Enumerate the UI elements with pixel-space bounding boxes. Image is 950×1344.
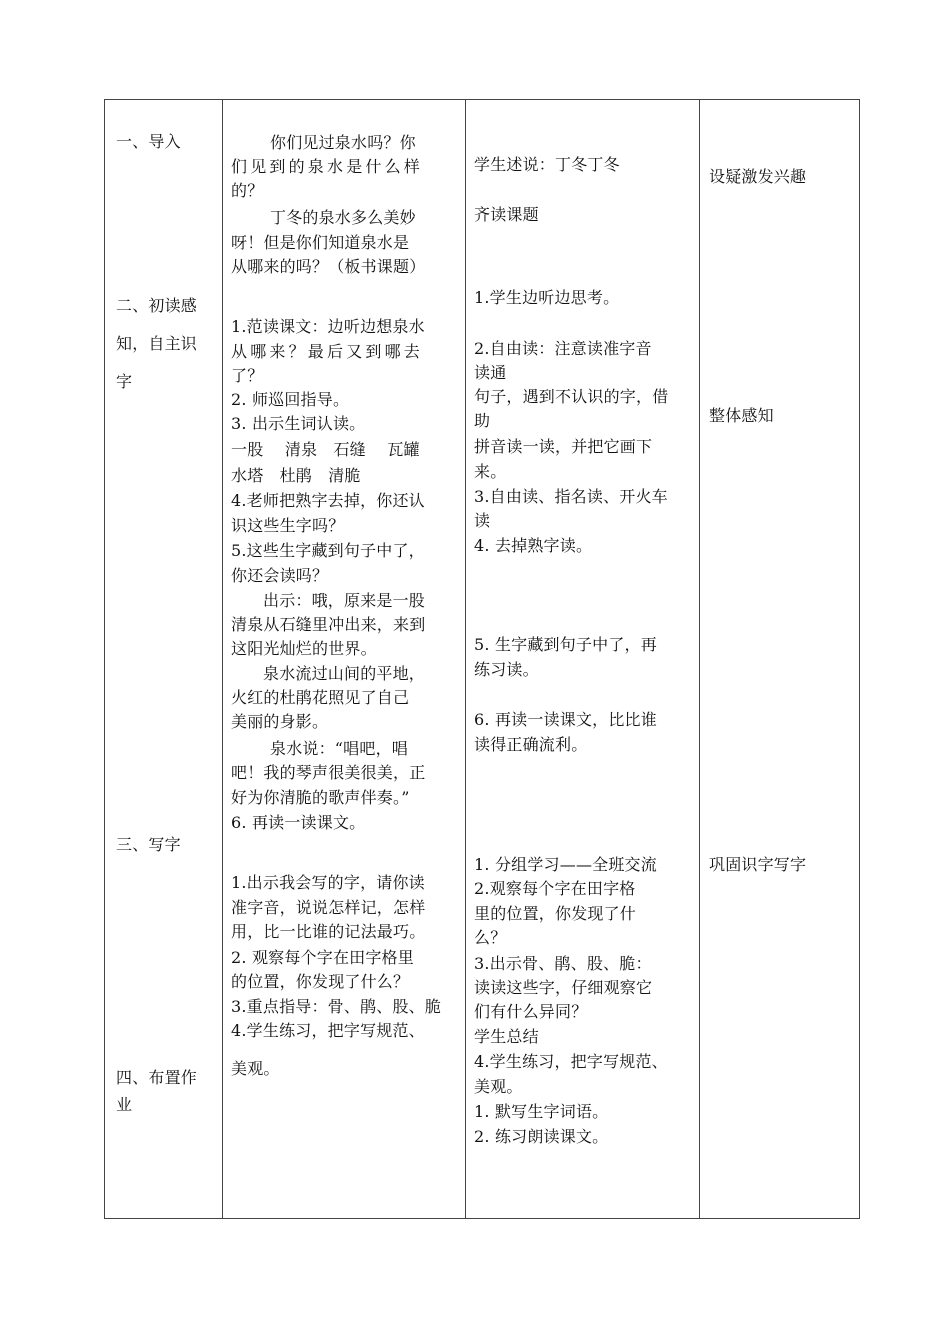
section-reading-heading-line3: 字 — [116, 372, 133, 391]
student-reading-line: 来。 — [474, 462, 507, 481]
reading-line: 从哪来？最后又到哪去 — [231, 342, 424, 361]
word-list-line: 一股 清泉 石缝 瓦罐 — [231, 440, 420, 459]
section-reading-heading-line2: 知，自主识 — [116, 334, 198, 353]
student-reading-line: 5. 生字藏到句子中了，再 — [474, 635, 657, 654]
reading-line: 好为你清脆的歌声伴奏。” — [231, 788, 410, 807]
student-writing-line: 美观。 — [474, 1077, 523, 1096]
intent-writing: 巩固识字写字 — [709, 855, 807, 874]
column-divider — [699, 100, 700, 1218]
reading-line: 4.老师把熟字去掉，你还认 — [231, 491, 425, 510]
writing-line: 的位置，你发现了什么？ — [231, 972, 410, 991]
student-reading-line: 助 — [474, 411, 491, 430]
reading-line: 6. 再读一读课文。 — [231, 813, 366, 832]
intent-reading: 整体感知 — [709, 406, 774, 425]
writing-line: 1.出示我会写的字，请你读 — [231, 873, 425, 892]
writing-line: 2. 观察每个字在田字格里 — [231, 948, 414, 967]
reading-line: 1.范读课文：边听边想泉水 — [231, 317, 425, 336]
student-reading-line: 4. 去掉熟字读。 — [474, 536, 593, 555]
section-intro-heading: 一、导入 — [116, 132, 181, 151]
student-reading-line: 读 — [474, 511, 491, 530]
student-reading-line: 读通 — [474, 363, 507, 382]
student-reading-line: 练习读。 — [474, 660, 539, 679]
writing-line: 准字音，说说怎样记，怎样 — [231, 898, 426, 917]
reading-line: 你还会读吗？ — [231, 566, 329, 585]
student-writing-line: 们有什么异同？ — [474, 1002, 588, 1021]
writing-line: 4.学生练习，把字写规范、 — [231, 1021, 425, 1040]
student-writing-line: 1. 分组学习——全班交流 — [474, 855, 657, 874]
student-reading-line: 6. 再读一读课文，比比谁 — [474, 710, 657, 729]
intro-line: 你们见过泉水吗？你 — [270, 133, 416, 152]
section-writing-heading: 三、写字 — [116, 835, 181, 854]
student-reading-line: 句子，遇到不认识的字，借 — [474, 387, 669, 406]
word-list-line: 水塔 杜鹃 清脆 — [231, 466, 361, 485]
homework-line: 1. 默写生字词语。 — [474, 1102, 609, 1121]
student-writing-line: 3.出示骨、鹃、股、脆： — [474, 954, 652, 973]
reading-line: 5.这些生字藏到句子中了， — [231, 541, 425, 560]
student-reading-line: 读得正确流利。 — [474, 735, 588, 754]
student-writing-line: 里的位置，你发现了什 — [474, 904, 637, 923]
intro-line: 从哪来的吗？（板书课题） — [231, 257, 426, 276]
student-reading-line: 3.自由读、指名读、开火车 — [474, 487, 668, 506]
intro-line: 的？ — [231, 181, 264, 200]
student-reading-line: 拼音读一读，并把它画下 — [474, 437, 653, 456]
reading-line: 3. 出示生词认读。 — [231, 414, 366, 433]
student-intro-line: 齐读课题 — [474, 205, 539, 224]
student-writing-line: 2.观察每个字在田字格 — [474, 879, 636, 898]
reading-line: 清泉从石缝里冲出来，来到 — [231, 615, 426, 634]
reading-line: 识这些生字吗？ — [231, 516, 345, 535]
homework-line: 2. 练习朗读课文。 — [474, 1127, 609, 1146]
student-intro-line: 学生述说：丁冬丁冬 — [474, 155, 620, 174]
student-writing-line: 4.学生练习，把字写规范、 — [474, 1052, 668, 1071]
column-divider — [222, 100, 223, 1218]
section-reading-heading-line1: 二、初读感 — [116, 296, 198, 315]
student-reading-line: 1.学生边听边思考。 — [474, 288, 620, 307]
student-writing-line: 读读这些字，仔细观察它 — [474, 978, 653, 997]
intro-line: 呀！但是你们知道泉水是 — [231, 233, 410, 252]
reading-line: 火红的杜鹃花照见了自己 — [231, 688, 410, 707]
student-reading-line: 2.自由读：注意读准字音 — [474, 339, 652, 358]
column-divider — [465, 100, 466, 1218]
section-homework-heading-line1: 四、布置作 — [116, 1068, 198, 1087]
reading-line: 2. 师巡回指导。 — [231, 390, 350, 409]
intent-intro: 设疑激发兴趣 — [709, 167, 807, 186]
reading-line: 出示：哦，原来是一股 — [263, 591, 426, 610]
reading-line: 美丽的身影。 — [231, 712, 329, 731]
reading-line: 这阳光灿烂的世界。 — [231, 639, 377, 658]
writing-line: 美观。 — [231, 1059, 280, 1078]
reading-line: 泉水流过山间的平地， — [263, 664, 426, 683]
intro-line: 丁冬的泉水多么美妙 — [270, 208, 416, 227]
reading-line: 吧！我的琴声很美很美，正 — [231, 763, 426, 782]
intro-line: 们见到的泉水是什么样 — [231, 157, 424, 176]
writing-line: 3.重点指导：骨、鹃、股、脆 — [231, 997, 442, 1016]
reading-line: 泉水说：“唱吧，唱 — [270, 739, 408, 758]
student-writing-line: 么？ — [474, 928, 507, 947]
reading-line: 了？ — [231, 366, 264, 385]
student-writing-line: 学生总结 — [474, 1027, 539, 1046]
section-homework-heading-line2: 业 — [116, 1095, 133, 1114]
writing-line: 用，比一比谁的记法最巧。 — [231, 922, 426, 941]
